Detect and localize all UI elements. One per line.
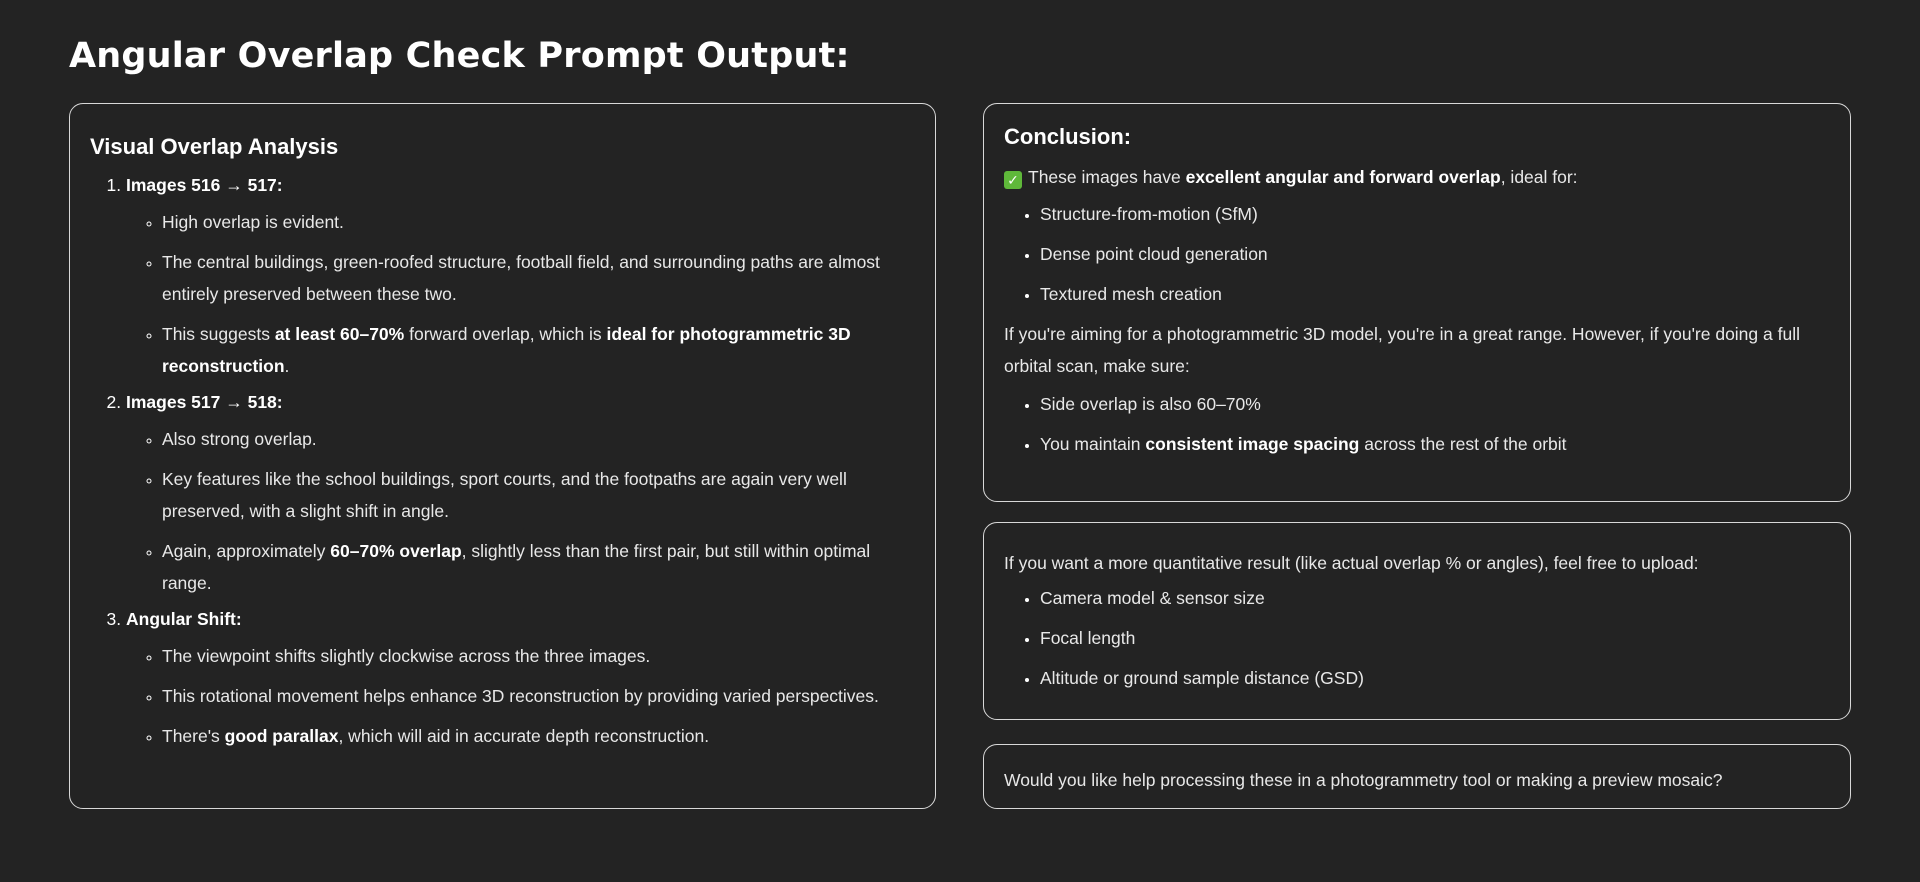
section-bullets <box>126 423 915 599</box>
text-fragment: across the rest of the orbit <box>1359 434 1567 454</box>
followup-card <box>983 744 1851 809</box>
list-item <box>1040 428 1830 460</box>
text-fragment: This rotational movement helps enhance 3D reconstruction by providing varied perspectives. <box>162 686 879 706</box>
bold-text: at least 60–70% <box>274 324 405 344</box>
checklist <box>1004 388 1830 460</box>
text-fragment: Dense point cloud generation <box>1040 244 1268 264</box>
list-item <box>162 640 915 672</box>
list-item <box>162 246 915 310</box>
list-item <box>162 206 915 238</box>
upload-items-list <box>1004 582 1830 694</box>
text-fragment: The central buildings, green-roofed structure, football field, and surrounding paths are almost entirely preserved between these two. <box>162 252 880 304</box>
quantitative-intro: If you want a more quantitative result (like actual overlap % or angles), feel free to upload: <box>1004 553 1699 573</box>
check-mark-icon: ✓ <box>1004 171 1022 189</box>
text-fragment: Side overlap is also 60–70% <box>1040 394 1261 414</box>
list-item <box>162 680 915 712</box>
text-fragment: . <box>284 356 290 376</box>
text-fragment: forward overlap, which is <box>404 324 607 344</box>
analysis-section <box>126 608 915 752</box>
text-fragment: Camera model & sensor size <box>1040 588 1265 608</box>
list-item <box>162 720 915 752</box>
list-item <box>162 535 915 599</box>
section-title: Images 516 → 517: <box>126 175 283 195</box>
analysis-section-list <box>90 174 915 752</box>
bold-text: good parallax <box>224 726 339 746</box>
section-bullets <box>126 640 915 752</box>
text-fragment: Textured mesh creation <box>1040 284 1222 304</box>
conclusion-card <box>983 103 1851 502</box>
analysis-heading: Visual Overlap Analysis <box>90 134 339 159</box>
analysis-section <box>126 391 915 599</box>
text-fragment: , slightly less than the first pair, but still within optimal range. <box>162 541 871 593</box>
section-bullets <box>126 206 915 382</box>
list-item <box>1040 238 1830 270</box>
list-item <box>1040 662 1830 694</box>
quantitative-card <box>983 522 1851 720</box>
analysis-card <box>69 103 936 809</box>
list-item <box>162 423 915 455</box>
text-fragment: The viewpoint shifts slightly clockwise across the three images. <box>162 646 651 666</box>
list-item <box>1040 582 1830 614</box>
bold-text: excellent angular and forward overlap <box>1185 167 1501 187</box>
bold-text: consistent image spacing <box>1145 434 1360 454</box>
list-item <box>162 463 915 527</box>
conclusion-intro-text <box>1028 167 1578 187</box>
page-title: Angular Overlap Check Prompt Output: <box>69 36 850 76</box>
analysis-section <box>126 174 915 382</box>
text-fragment: These images have <box>1028 167 1186 187</box>
followup-question: Would you like help processing these in a photogrammetry tool or making a preview mosaic? <box>1004 770 1723 790</box>
text-fragment: You maintain <box>1040 434 1146 454</box>
list-item <box>1040 388 1830 420</box>
bold-text: 60–70% overlap <box>330 541 462 561</box>
text-fragment: High overlap is evident. <box>162 212 344 232</box>
text-fragment: Altitude or ground sample distance (GSD) <box>1040 668 1364 688</box>
section-title: Angular Shift: <box>126 609 242 629</box>
text-fragment: Structure-from-motion (SfM) <box>1040 204 1258 224</box>
conclusion-intro <box>1004 164 1830 190</box>
list-item <box>1040 622 1830 654</box>
list-item <box>1040 198 1830 230</box>
list-item <box>162 318 915 382</box>
text-fragment: This suggests <box>162 324 275 344</box>
list-item <box>1040 278 1830 310</box>
conclusion-paragraph: If you're aiming for a photogrammetric 3D model, you're in a great range. However, if you're doing a full orbital scan, make sure: <box>1004 324 1800 376</box>
text-fragment: Again, approximately <box>162 541 331 561</box>
conclusion-heading: Conclusion: <box>1004 124 1132 149</box>
text-fragment: Key features like the school buildings, sport courts, and the footpaths are again very well preserved, with a slight shift in angle. <box>162 469 847 521</box>
use-case-list <box>1004 198 1830 310</box>
text-fragment: Also strong overlap. <box>162 429 317 449</box>
text-fragment: Focal length <box>1040 628 1136 648</box>
text-fragment: , ideal for: <box>1500 167 1578 187</box>
section-title: Images 517 → 518: <box>126 392 283 412</box>
text-fragment: There's <box>162 726 225 746</box>
bold-text: ideal for photogrammetric 3D reconstruction <box>162 324 851 376</box>
text-fragment: , which will aid in accurate depth reconstruction. <box>338 726 710 746</box>
